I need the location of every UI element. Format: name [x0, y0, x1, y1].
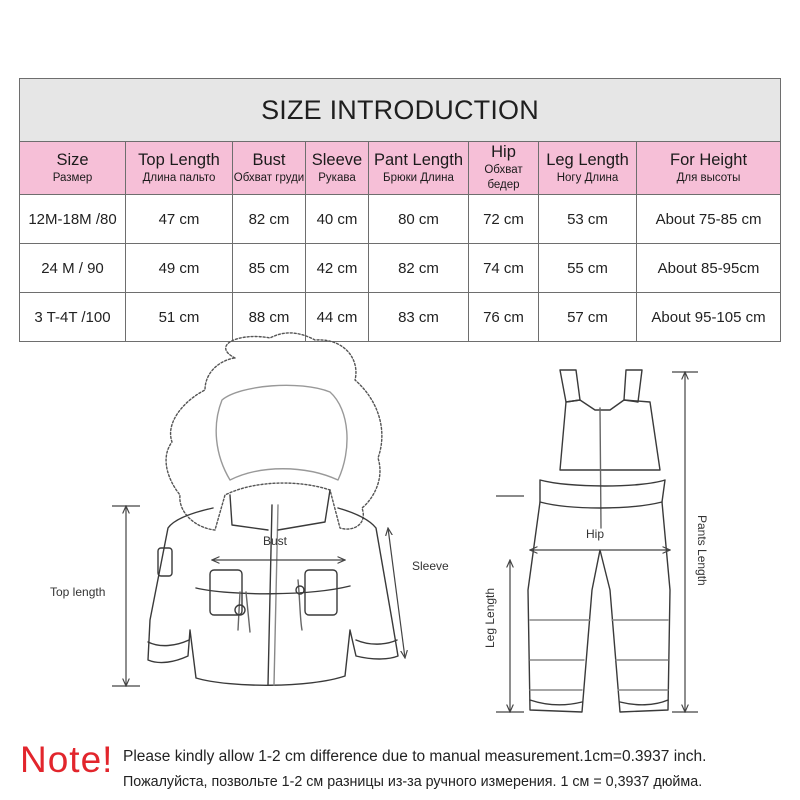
table-cell: 88 cm	[233, 293, 306, 342]
table-cell: About 75-85 cm	[637, 195, 781, 244]
table-cell: 72 cm	[469, 195, 539, 244]
column-header	[126, 142, 233, 195]
bust-label: Bust	[263, 534, 288, 548]
column-header-en: Pant Length	[374, 150, 463, 169]
size-chart-table	[19, 78, 781, 342]
column-header	[306, 142, 369, 195]
column-header	[637, 142, 781, 195]
column-header-ru: Обхват бедер	[484, 164, 523, 191]
table-cell: 47 cm	[126, 195, 233, 244]
table-cell: 53 cm	[539, 195, 637, 244]
table-cell: 51 cm	[126, 293, 233, 342]
column-header-en: Bust	[252, 150, 286, 169]
table-cell: 57 cm	[539, 293, 637, 342]
table-cell: 74 cm	[469, 244, 539, 293]
column-header-ru: Обхват груди	[233, 171, 305, 184]
pants-length-label: Pants Length	[695, 515, 709, 586]
jacket-illustration	[148, 333, 398, 685]
column-header	[369, 142, 469, 195]
hip-label: Hip	[586, 527, 605, 541]
table-row	[20, 195, 781, 244]
column-header-ru: Ногу Длина	[556, 171, 619, 184]
garment-measurement-diagram	[0, 330, 800, 730]
table-title: SIZE INTRODUCTION	[20, 79, 781, 142]
table-cell: 3 T-4T /100	[20, 293, 126, 342]
column-header-en: Top Length	[138, 150, 220, 169]
pants-dimension-lines	[496, 372, 698, 712]
column-header-ru: Рукава	[318, 171, 356, 184]
column-header-ru: Размер	[52, 171, 93, 184]
table-cell: 12M-18M /80	[20, 195, 126, 244]
jacket-dimension-lines	[112, 506, 405, 686]
table-cell: 80 cm	[369, 195, 469, 244]
column-header-ru: Длина пальто	[142, 171, 216, 184]
table-cell: 24 M / 90	[20, 244, 126, 293]
note-label: Note!	[20, 739, 114, 780]
column-header	[233, 142, 306, 195]
column-header-ru: Брюки Длина	[383, 171, 454, 184]
column-header-en: For Height	[670, 150, 748, 169]
table-row	[20, 244, 781, 293]
table-cell: 40 cm	[306, 195, 369, 244]
column-header	[469, 142, 539, 195]
column-header-en: Hip	[491, 143, 516, 161]
table-cell: 82 cm	[233, 195, 306, 244]
top-length-label: Top length	[50, 585, 106, 599]
table-header-row	[20, 142, 781, 195]
column-header-en: Sleeve	[311, 150, 363, 169]
table-cell: 76 cm	[469, 293, 539, 342]
column-header	[539, 142, 637, 195]
table-cell: About 95-105 cm	[637, 293, 781, 342]
note-text-russian: Пожалуйста, позвольте 1-2 см разницы из-за ручного измерения. 1 см = 0,3937 дюйма.	[123, 774, 703, 790]
table-cell: 55 cm	[539, 244, 637, 293]
pants-illustration	[528, 370, 670, 712]
table-cell: 83 cm	[369, 293, 469, 342]
table-cell: 42 cm	[306, 244, 369, 293]
sleeve-label: Sleeve	[412, 559, 449, 573]
column-header-en: Leg Length	[546, 150, 629, 169]
note-text-english: Please kindly allow 1-2 cm difference due to manual measurement.1cm=0.3937 inch.	[123, 748, 707, 765]
table-cell: 49 cm	[126, 244, 233, 293]
table-cell: About 85-95cm	[637, 244, 781, 293]
table-cell: 82 cm	[369, 244, 469, 293]
column-header-ru: Для высоты	[676, 171, 741, 184]
leg-length-label: Leg Length	[483, 587, 497, 648]
column-header	[20, 142, 126, 195]
column-header-en: Size	[56, 150, 89, 169]
table-cell: 44 cm	[306, 293, 369, 342]
table-cell: 85 cm	[233, 244, 306, 293]
